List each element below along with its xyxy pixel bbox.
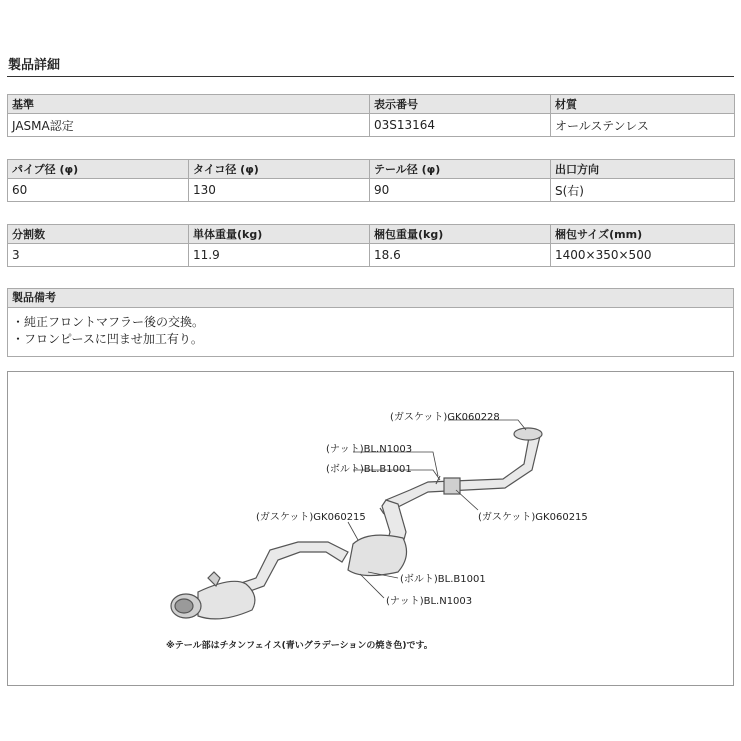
value-tail-diameter: 90 [370, 179, 551, 202]
header-silencer-diameter: タイコ径 (φ) [189, 160, 370, 179]
tail-pipe-opening-icon [175, 599, 193, 613]
header-exit-direction: 出口方向 [551, 160, 735, 179]
leader-nut-bottom [360, 574, 384, 598]
header-unit-weight: 単体重量(kg) [189, 225, 370, 244]
notes-header: 製品備考 [8, 289, 733, 308]
notes-line: ・純正フロントマフラー後の交換。 [12, 315, 205, 329]
header-pipe-diameter: パイプ径 (φ) [8, 160, 189, 179]
header-pieces: 分割数 [8, 225, 189, 244]
spec-table-standard [7, 94, 735, 137]
diagram-footnote: ※テール部はチタンフェイス(青いグラデーションの焼き色)です。 [166, 641, 433, 651]
notes-line: ・フロンピースに凹ませ加工有り。 [12, 332, 203, 346]
header-package-size: 梱包サイズ(mm) [551, 225, 735, 244]
value-display-number: 03S13164 [370, 114, 551, 137]
leader-gasket-mid-left [348, 522, 358, 540]
header-package-weight: 梱包重量(kg) [370, 225, 551, 244]
front-flange-icon [514, 428, 542, 440]
value-pieces: 3 [8, 244, 189, 267]
value-pipe-diameter: 60 [8, 179, 189, 202]
section-title: 製品詳細 [8, 58, 61, 73]
label-gasket-top: (ガスケット)GK060228 [390, 412, 500, 423]
header-tail-diameter: テール径 (φ) [370, 160, 551, 179]
leader-gasket-mid-right [456, 490, 478, 510]
main-silencer [198, 581, 255, 619]
label-bolt-top: (ボルト)BL.B1001 [326, 464, 412, 475]
value-package-size: 1400×350×500 [551, 244, 735, 267]
product-notes [7, 288, 734, 357]
rear-pipe [238, 542, 348, 594]
notes-body [8, 308, 733, 356]
header-material: 材質 [551, 95, 735, 114]
spec-table-dimensions [7, 159, 735, 202]
value-package-weight: 18.6 [370, 244, 551, 267]
exhaust-diagram [7, 371, 734, 686]
value-unit-weight: 11.9 [189, 244, 370, 267]
label-nut-bottom: (ナット)BL.N1003 [386, 596, 473, 607]
header-display-number: 表示番号 [370, 95, 551, 114]
label-gasket-mid-right: (ガスケット)GK060215 [478, 512, 588, 523]
spec-table-weight [7, 224, 735, 267]
value-exit-direction: S(右) [551, 179, 735, 202]
value-silencer-diameter: 130 [189, 179, 370, 202]
center-silencer [348, 535, 407, 575]
value-standard: JASMA認定 [8, 114, 370, 137]
label-gasket-mid-left: (ガスケット)GK060215 [256, 512, 366, 523]
header-standard: 基準 [8, 95, 370, 114]
label-bolt-bottom: (ボルト)BL.B1001 [400, 574, 486, 585]
title-divider [7, 76, 734, 77]
value-material: オールステンレス [551, 114, 735, 137]
label-nut-top: (ナット)BL.N1003 [326, 444, 413, 455]
